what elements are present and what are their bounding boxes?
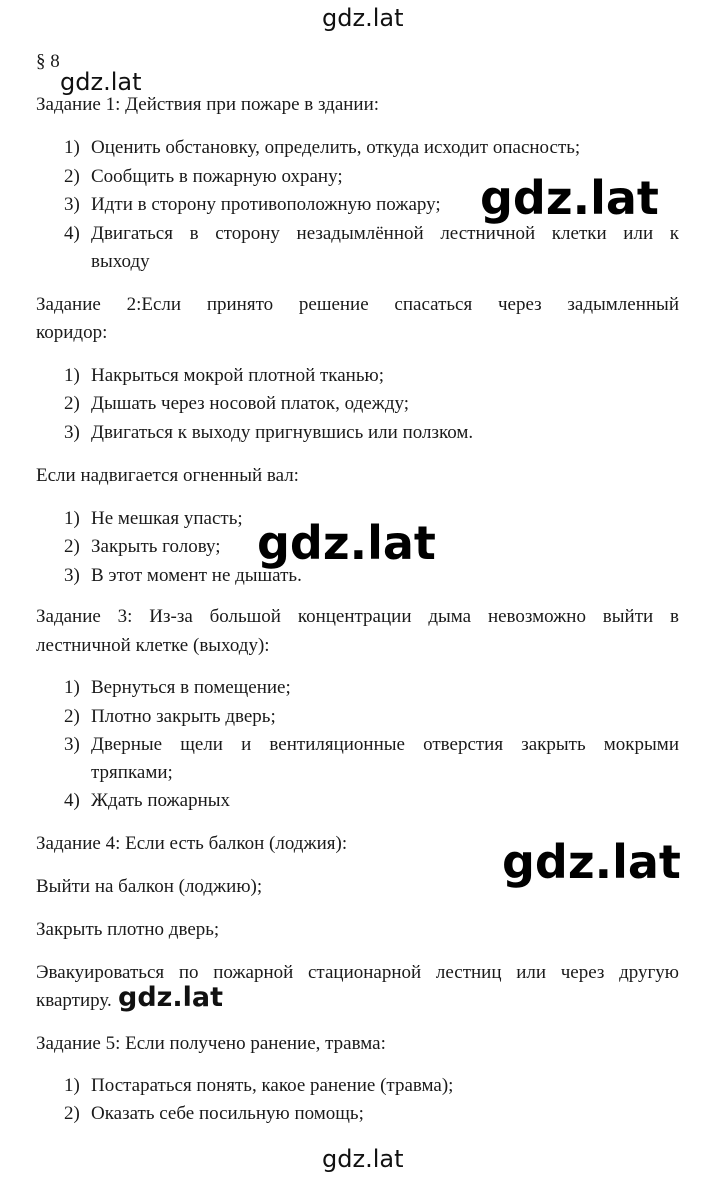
watermark-task4-big: gdz.lat [502,835,681,889]
task2-item-3-text: Двигаться к выходу пригнувшись или ползком. [91,422,474,443]
task2-item-2-text: Дышать через носовой платок, одежду; [91,393,410,414]
task2-heading-continuation: коридор: [36,322,108,343]
task1-item-2-number: 2) [64,166,80,187]
task2-item-1-text: Накрыться мокрой плотной тканью; [91,365,384,386]
task5-heading: Задание 5: Если получено ранение, травма: [36,1033,386,1054]
fire-item-3-number: 3) [64,565,80,586]
task3-item-3-text: Дверные щели и вентиляционные отверстия закрыть мокрыми [91,734,679,755]
task5-item-1-text: Постараться понять, какое ранение (травма); [91,1075,454,1096]
task1-item-4-continuation: выходу [91,251,150,272]
fire-item-3-text: В этот момент не дышать. [91,565,302,586]
watermark-bottom: gdz.lat [322,1145,404,1173]
task1-item-1-text: Оценить обстановку, определить, откуда исходит опасность; [91,137,581,158]
task3-item-4-text: Ждать пожарных [91,790,231,811]
task4-heading: Задание 4: Если есть балкон (лоджия): [36,833,348,854]
fire-item-1-text: Не мешкая упасть; [91,508,243,529]
watermark-below-section: gdz.lat [60,68,142,96]
task3-heading: Задание 3: Из-за большой концентрации дыма невозможно выйти в [36,606,679,627]
fire-item-2-text: Закрыть голову; [91,536,221,557]
watermark-task4-small: gdz.lat [118,982,224,1013]
task2-item-2-number: 2) [64,393,80,414]
task5-item-1-number: 1) [64,1075,80,1096]
task3-item-1-number: 1) [64,677,80,698]
task4-line-3-continuation: квартиру. [36,990,112,1011]
task3-item-3-number: 3) [64,734,80,755]
task4-line-3: Эвакуироваться по пожарной стационарной лестниц или через другую [36,962,679,983]
task1-item-4-text: Двигаться в сторону незадымлённой лестничной клетки или к [91,223,679,244]
task3-item-1-text: Вернуться в помещение; [91,677,291,698]
task4-line-2: Закрыть плотно дверь; [36,919,220,940]
task3-heading-continuation: лестничной клетке (выходу): [36,635,270,656]
task3-item-2-text: Плотно закрыть дверь; [91,706,276,727]
task1-item-1-number: 1) [64,137,80,158]
watermark-top: gdz.lat [322,4,404,32]
fire-wave-heading: Если надвигается огненный вал: [36,465,299,486]
task3-item-3-continuation: тряпками; [91,762,173,783]
task1-item-4-number: 4) [64,223,80,244]
task1-heading: Задание 1: Действия при пожаре в здании: [36,94,380,115]
task2-item-3-number: 3) [64,422,80,443]
watermark-fire: gdz.lat [257,516,436,570]
watermark-task1: gdz.lat [480,171,659,225]
task1-item-3-number: 3) [64,194,80,215]
task1-item-2-text: Сообщить в пожарную охрану; [91,166,343,187]
section-number: § 8 [36,51,60,72]
task5-item-2-text: Оказать себе посильную помощь; [91,1103,364,1124]
fire-item-1-number: 1) [64,508,80,529]
task2-heading: Задание 2:Если принято решение спасаться через задымленный [36,294,679,315]
task3-item-4-number: 4) [64,790,80,811]
task1-item-3-text: Идти в сторону противоположную пожару; [91,194,441,215]
fire-item-2-number: 2) [64,536,80,557]
task2-item-1-number: 1) [64,365,80,386]
task5-item-2-number: 2) [64,1103,80,1124]
task4-line-1: Выйти на балкон (лоджию); [36,876,263,897]
task3-item-2-number: 2) [64,706,80,727]
